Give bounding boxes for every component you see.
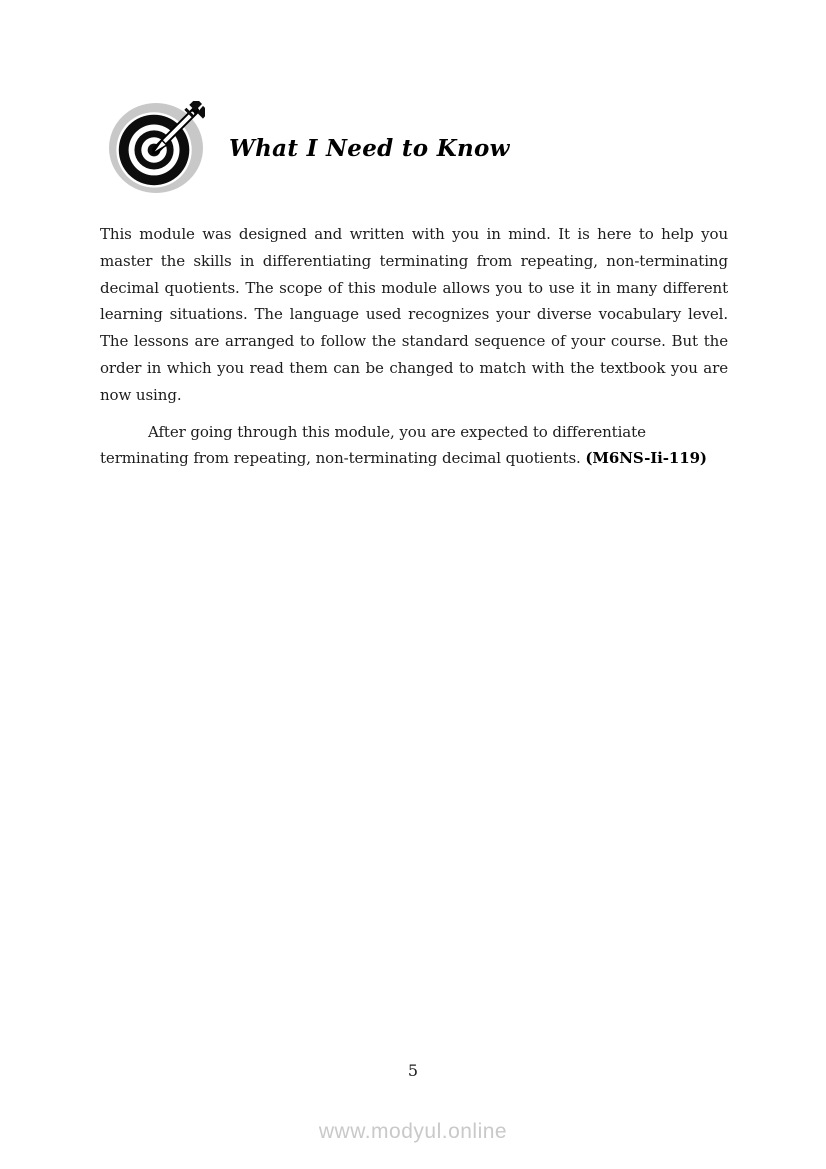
page-title: What I Need to Know [229, 134, 510, 162]
page-number: 5 [407, 1061, 419, 1080]
objective-text: After going through this module, you are expected to differentiate terminating from repeating, non-terminating decimal quotients. [100, 422, 646, 468]
competency-code: (M6NS-Ii-119) [585, 449, 707, 468]
watermark-text: www.modyul.online [318, 1120, 508, 1143]
intro-paragraph: This module was designed and written with you in mind. It is here to help you master the skills in differentiating terminating from repeating, non-terminating decimal quotients. The scope of this module allows you to use it in many different learning situations. The language used recognizes your diverse vocabulary level. The lessons are arranged to follow the standard sequence of your course. But the order in which you read them can be changed to match with the textbook you are now using. [100, 225, 728, 404]
section-header [107, 101, 510, 195]
body-text [100, 221, 728, 472]
target-bullseye-icon [107, 101, 205, 195]
objective-paragraph [100, 419, 728, 473]
